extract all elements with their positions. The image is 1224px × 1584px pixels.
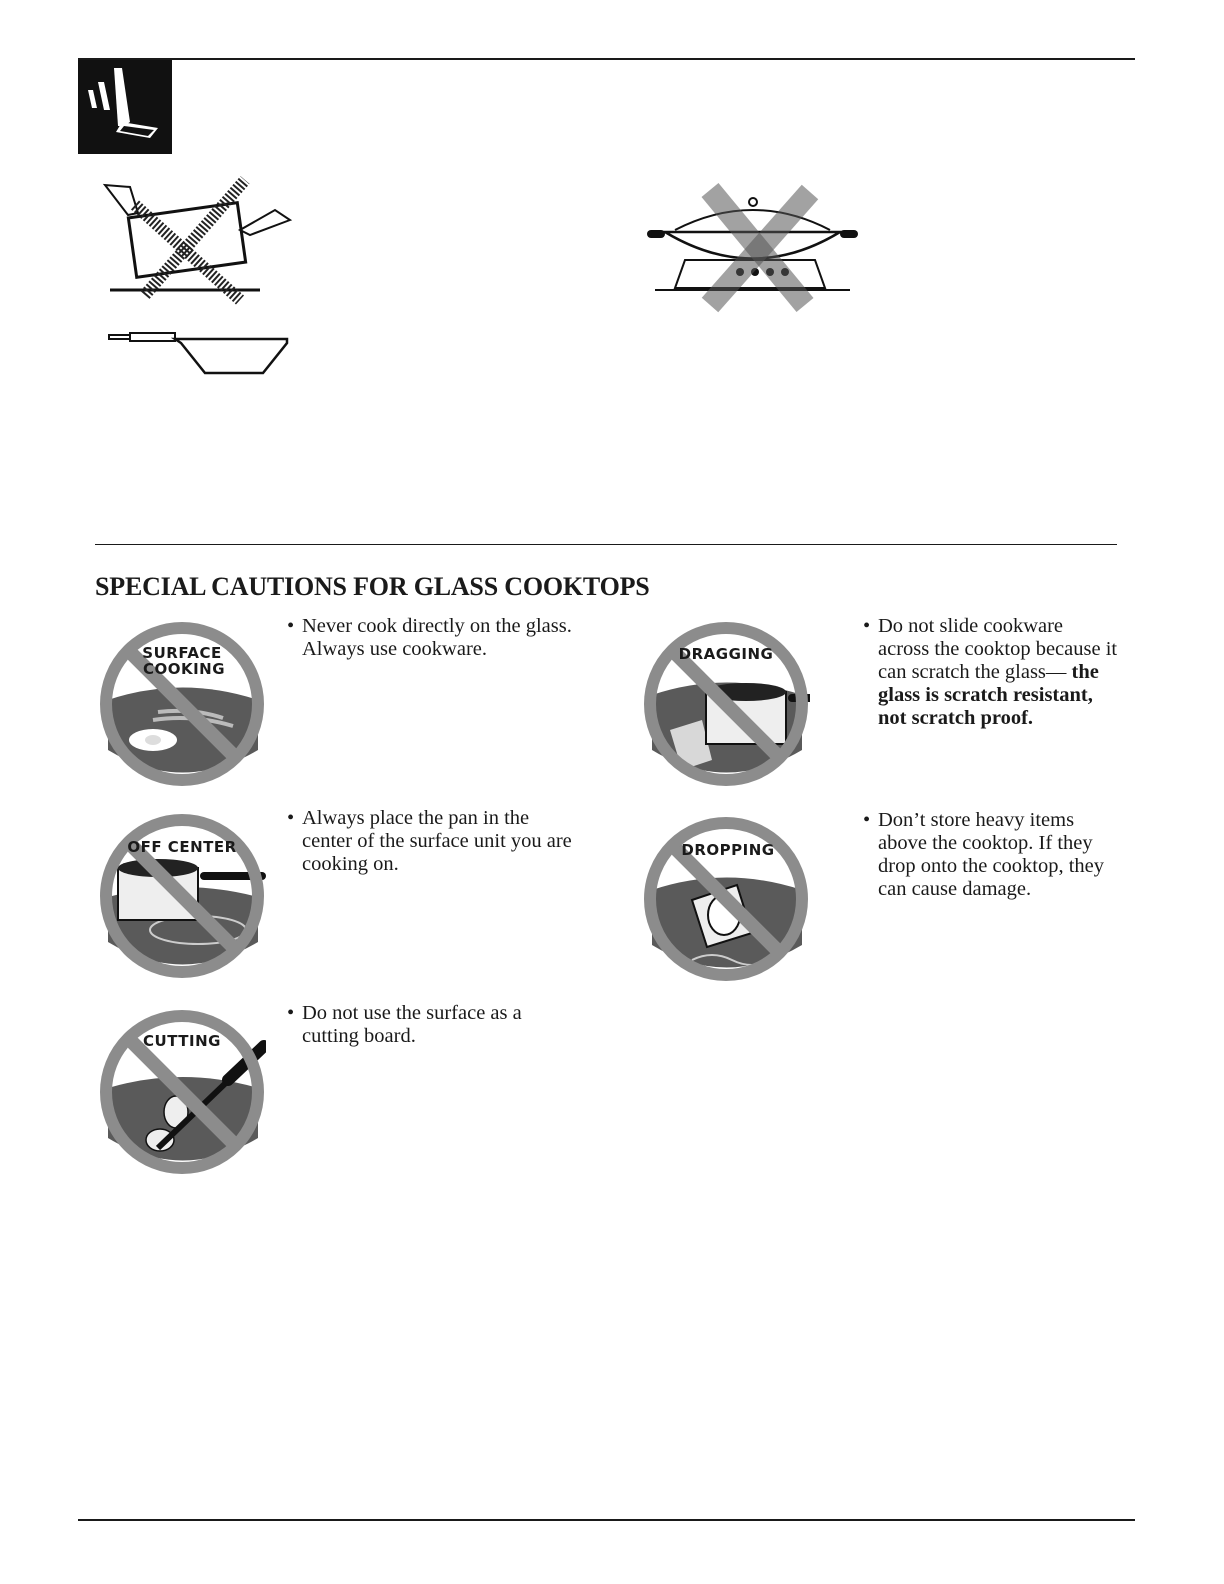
off-center-badge — [98, 812, 266, 980]
badge-label-line: DROPPING — [681, 841, 775, 859]
caution-text — [863, 809, 1118, 901]
no-wok-on-burner-illustration — [645, 180, 860, 315]
footer-rule — [78, 1519, 1135, 1521]
badge-label-line: SURFACE — [142, 644, 222, 662]
dragging-badge — [642, 620, 810, 788]
bullet: • — [287, 615, 295, 637]
bullet: • — [863, 615, 871, 637]
caution-body: Do not slide cookware across the cooktop because it can scratch the glass— — [878, 615, 1118, 683]
caution-emphasis: the glass is scratch resistant, not scratch proof. — [878, 661, 1099, 729]
caution-text — [863, 615, 1118, 730]
bullet: • — [287, 807, 295, 829]
caution-text — [287, 807, 572, 876]
hand-press-icon — [78, 60, 172, 154]
surface-cooking-badge — [98, 620, 266, 788]
caution-body: Do not use the surface as a cutting board. — [302, 1002, 522, 1047]
section-title: SPECIAL CAUTIONS FOR GLASS COOKTOPS — [95, 572, 650, 601]
caution-body: Always place the pan in the center of the surface unit you are cooking on. — [302, 807, 572, 875]
badge-label-line: OFF CENTER — [127, 838, 237, 856]
flat-pan-illustration — [105, 325, 295, 380]
no-two-hand-lift-illustration — [100, 175, 295, 305]
caution-text — [287, 615, 572, 661]
badge-label-line: COOKING — [142, 660, 226, 678]
badge-label-line: DRAGGING — [678, 645, 774, 663]
bullet: • — [863, 809, 871, 831]
caution-body: Don’t store heavy items above the cooktop. If they drop onto the cooktop, they can cause damage. — [878, 809, 1105, 900]
caution-text — [287, 1002, 572, 1048]
cutting-badge — [98, 1008, 266, 1176]
badge-label-line: CUTTING — [143, 1032, 221, 1050]
section-rule — [95, 544, 1117, 545]
bullet: • — [287, 1002, 295, 1024]
caution-body: Never cook directly on the glass. Always use cookware. — [302, 615, 572, 660]
header-rule — [78, 58, 1135, 60]
dropping-badge — [642, 815, 810, 983]
